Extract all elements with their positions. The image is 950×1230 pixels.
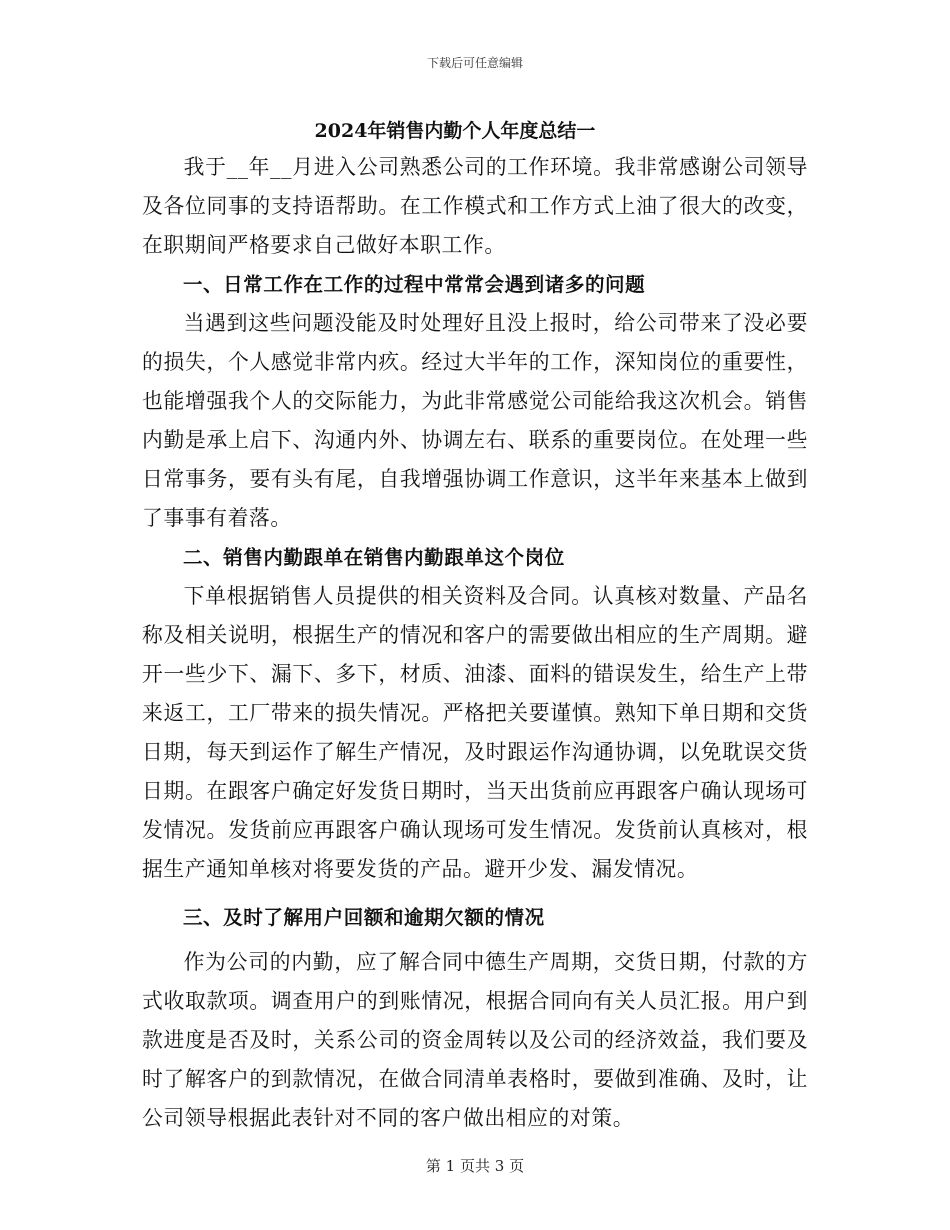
document-body — [142, 114, 808, 1138]
section-2-body: 下单根据销售人员提供的相关资料及合同。认真核对数量、产品名称及相关说明，根据生产的情况和客户的需要做出相应的生产周期。避开一些少下、漏下、多下，材质、油漆、面料的错误发生，给生产上带来返工，工厂带来的损失情况。严格把关要谨慎。熟知下单日期和交货日期，每天到运作了解生产情况，及时跟运作沟通协调，以免耽误交货日期。在跟客户确定好发货日期时，当天出货前应再跟客户确认现场可发情况。发货前应再跟客户确认现场可发生情况。发货前认真核对，根据生产通知单核对将要发货的产品。避开少发、漏发情况。 — [142, 584, 808, 881]
section-3-body: 作为公司的内勤，应了解合同中德生产周期，交货日期，付款的方式收取款项。调查用户的到账情况，根据合同向有关人员汇报。用户到款进度是否及时，关系公司的资金周转以及公司的经济效益，我们要及时了解客户的到款情况，在做合同清单表格时，要做到准确、及时，让公司领导根据此表针对不同的客户做出相应的对策。 — [142, 950, 808, 1130]
section-1-heading: 一、日常工作在工作的过程中常常会遇到诸多的问题 — [182, 273, 646, 296]
page-header-note: 下载后可任意编辑 — [426, 56, 523, 70]
section-2-heading: 二、销售内勤跟单在销售内勤跟单这个岗位 — [182, 546, 565, 569]
document-title: 2024年销售内勤个人年度总结一 — [314, 120, 596, 142]
section-3-heading: 三、及时了解用户回额和逾期欠额的情况 — [182, 906, 545, 929]
intro-paragraph: 我于__年__月进入公司熟悉公司的工作环境。我非常感谢公司领导及各位同事的支持语帮助。在工作模式和工作方式上油了很大的改变，在职期间严格要求自己做好本职工作。 — [142, 155, 808, 257]
page-number: 第 1 页共 3 页 — [425, 1157, 525, 1175]
section-1-body: 当遇到这些问题没能及时处理好且没上报时，给公司带来了没必要的损失，个人感觉非常内疚。经过大半年的工作，深知岗位的重要性，也能增强我个人的交际能力，为此非常感觉公司能给我这次机会。销售内勤是承上启下、沟通内外、协调左右、联系的重要岗位。在处理一些日常事务，要有头有尾，自我增强协调工作意识，这半年来基本上做到了事事有着落。 — [142, 311, 808, 530]
